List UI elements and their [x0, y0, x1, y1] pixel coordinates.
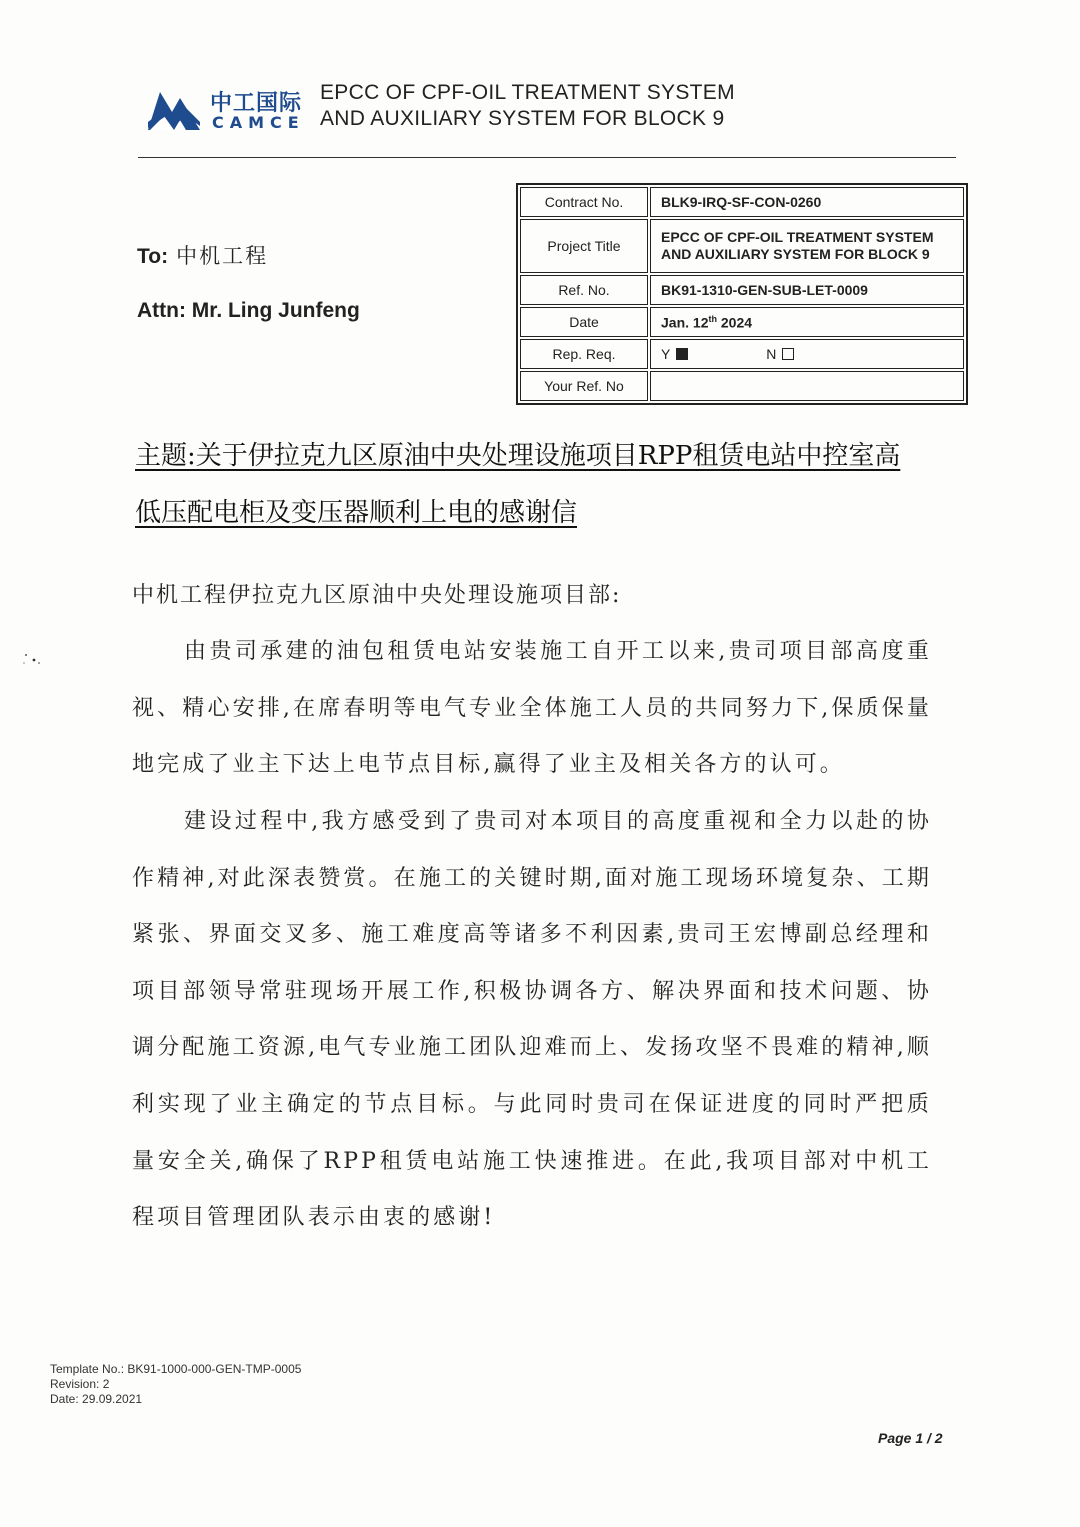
- your-ref-value: [650, 371, 964, 401]
- contract-no-label: Contract No.: [520, 187, 648, 217]
- template-info: [50, 1362, 301, 1407]
- template-revision: Revision: 2: [50, 1377, 110, 1391]
- document-info-table: [516, 183, 968, 405]
- rep-req-value: [650, 339, 964, 369]
- header-divider: [138, 157, 956, 158]
- ref-no-label: Ref. No.: [520, 275, 648, 305]
- date-value: [650, 307, 964, 337]
- attn-line: Attn: Mr. Ling Junfeng: [137, 299, 360, 322]
- your-ref-label: Your Ref. No: [520, 371, 648, 401]
- yes-checkbox-checked-icon: [676, 348, 688, 360]
- letter-paragraph-2: 建设过程中,我方感受到了贵司对本项目的高度重视和全力以赴的协作精神,对此深表赞赏。在施工的关键时期,面对施工现场环境复杂、工期紧张、界面交叉多、施工难度高等诸多不利因素,贵司王宏博副总经理和项目部领导常驻现场开展工作,积极协调各方、解决界面和技术问题、协调分配施工资源,电气专业施工团队迎难而上、发扬攻坚不畏难的精神,顺利实现了业主确定的节点目标。与此同时贵司在保证进度的同时严把质量安全关,确保了RPP租赁电站施工快速推进。在此,我项目部对中机工程项目管理团队表示由衷的感谢!: [132, 809, 932, 1231]
- date-prefix: Jan. 12: [661, 314, 709, 331]
- subject-line1: 主题:关于伊拉克九区原油中央处理设施项目RPP租赁电站中控室高: [135, 441, 901, 471]
- rep-req-no-label: N: [766, 346, 777, 362]
- table-row: [520, 219, 964, 273]
- template-number: Template No.: BK91-1000-000-GEN-TMP-0005: [50, 1362, 302, 1376]
- date-year: 2024: [716, 314, 753, 331]
- letter-salutation: 中机工程伊拉克九区原油中央处理设施项目部:: [132, 583, 622, 608]
- letter-paragraph-1: 由贵司承建的油包租赁电站安装施工自开工以来,贵司项目部高度重视、精心安排,在席春明等电气专业全体施工人员的共同努力下,保质保量地完成了业主下达上电节点目标,赢得了业主及相关各方的认可。: [132, 639, 932, 778]
- table-row: [520, 187, 964, 217]
- camce-logo: [146, 86, 306, 134]
- no-checkbox-empty-icon: [782, 348, 794, 360]
- template-date: Date: 29.09.2021: [50, 1392, 143, 1406]
- table-row: [520, 339, 964, 369]
- date-ordinal: th: [708, 313, 717, 324]
- rep-req-yes-label: Y: [661, 346, 671, 362]
- page-number: Page 1 / 2: [878, 1430, 943, 1446]
- header-title: [320, 80, 735, 132]
- subject-line2: 低压配电柜及变压器顺利上电的感谢信: [135, 498, 578, 528]
- rep-req-label: Rep. Req.: [520, 339, 648, 369]
- scan-speck-icon: [22, 652, 42, 666]
- logo-english-text: CAMCE: [212, 113, 305, 132]
- rep-req-no-option[interactable]: [766, 346, 794, 362]
- to-line: [137, 240, 268, 270]
- table-row: [520, 275, 964, 305]
- date-label: Date: [520, 307, 648, 337]
- to-label: To:: [137, 245, 169, 268]
- logo-chinese-text: 中工国际: [210, 91, 303, 116]
- contract-no-value: BLK9-IRQ-SF-CON-0260: [650, 187, 964, 217]
- project-title-line2: AND AUXILIARY SYSTEM FOR BLOCK 9: [661, 246, 930, 262]
- header-title-line1: EPCC OF CPF-OIL TREATMENT SYSTEM: [320, 81, 735, 104]
- project-title-line1: EPCC OF CPF-OIL TREATMENT SYSTEM: [661, 229, 934, 245]
- to-value: 中机工程: [176, 244, 269, 268]
- table-row: [520, 307, 964, 337]
- header-title-line2: AND AUXILIARY SYSTEM FOR BLOCK 9: [320, 107, 725, 130]
- table-row: [520, 371, 964, 401]
- rep-req-yes-option[interactable]: [661, 346, 688, 362]
- camce-mountain-icon: [146, 86, 202, 132]
- project-title-label: Project Title: [520, 219, 648, 273]
- ref-no-value: BK91-1310-GEN-SUB-LET-0009: [650, 275, 964, 305]
- project-title-value: [650, 219, 964, 273]
- letter-subject: [135, 428, 955, 542]
